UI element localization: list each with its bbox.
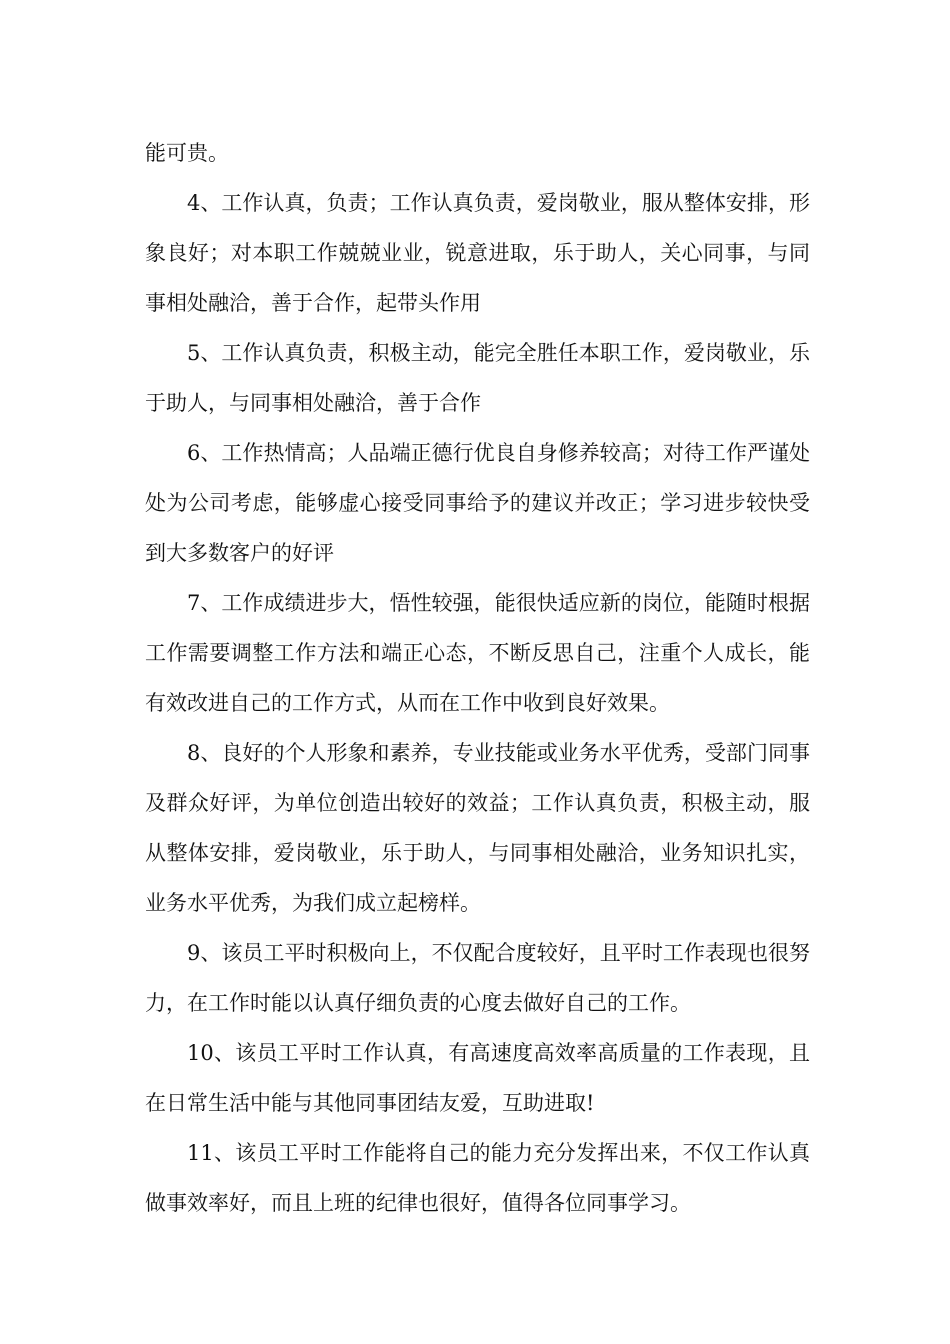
paragraph-item-9: 9、该员工平时积极向上，不仅配合度较好，且平时工作表现也很努力，在工作时能以认真仔细负责的心度去做好自己的工作。 bbox=[145, 941, 810, 1015]
paragraph-item-7: 7、工作成绩进步大，悟性较强，能很快适应新的岗位，能随时根据工作需要调整工作方法和端正心态，不断反思自己，注重个人成长，能有效改进自己的工作方式，从而在工作中收到良好效果。 bbox=[145, 591, 810, 715]
paragraph-item-5: 5、工作认真负责，积极主动，能完全胜任本职工作，爱岗敬业，乐于助人，与同事相处融洽，善于合作 bbox=[145, 341, 810, 415]
paragraph-continuation: 能可贵。 bbox=[145, 141, 229, 165]
document-body bbox=[145, 128, 810, 1228]
paragraph-item-10: 10、该员工平时工作认真，有高速度高效率高质量的工作表现，且在日常生活中能与其他同事团结友爱，互助进取! bbox=[145, 1041, 810, 1115]
paragraph-item-6: 6、工作热情高；人品端正德行优良自身修养较高；对待工作严谨处处为公司考虑，能够虚心接受同事给予的建议并改正；学习进步较快受到大多数客户的好评 bbox=[145, 441, 810, 565]
paragraph-item-11: 11、该员工平时工作能将自己的能力充分发挥出来，不仅工作认真做事效率好，而且上班的纪律也很好，值得各位同事学习。 bbox=[145, 1141, 810, 1215]
paragraph-item-8: 8、良好的个人形象和素养，专业技能或业务水平优秀，受部门同事及群众好评，为单位创造出较好的效益；工作认真负责，积极主动，服从整体安排，爱岗敬业，乐于助人，与同事相处融洽，业务知识扎实，业务水平优秀，为我们成立起榜样。 bbox=[145, 741, 810, 915]
paragraph-item-4: 4、工作认真，负责；工作认真负责，爱岗敬业，服从整体安排，形象良好；对本职工作兢兢业业，锐意进取，乐于助人，关心同事，与同事相处融洽，善于合作，起带头作用 bbox=[145, 191, 810, 315]
